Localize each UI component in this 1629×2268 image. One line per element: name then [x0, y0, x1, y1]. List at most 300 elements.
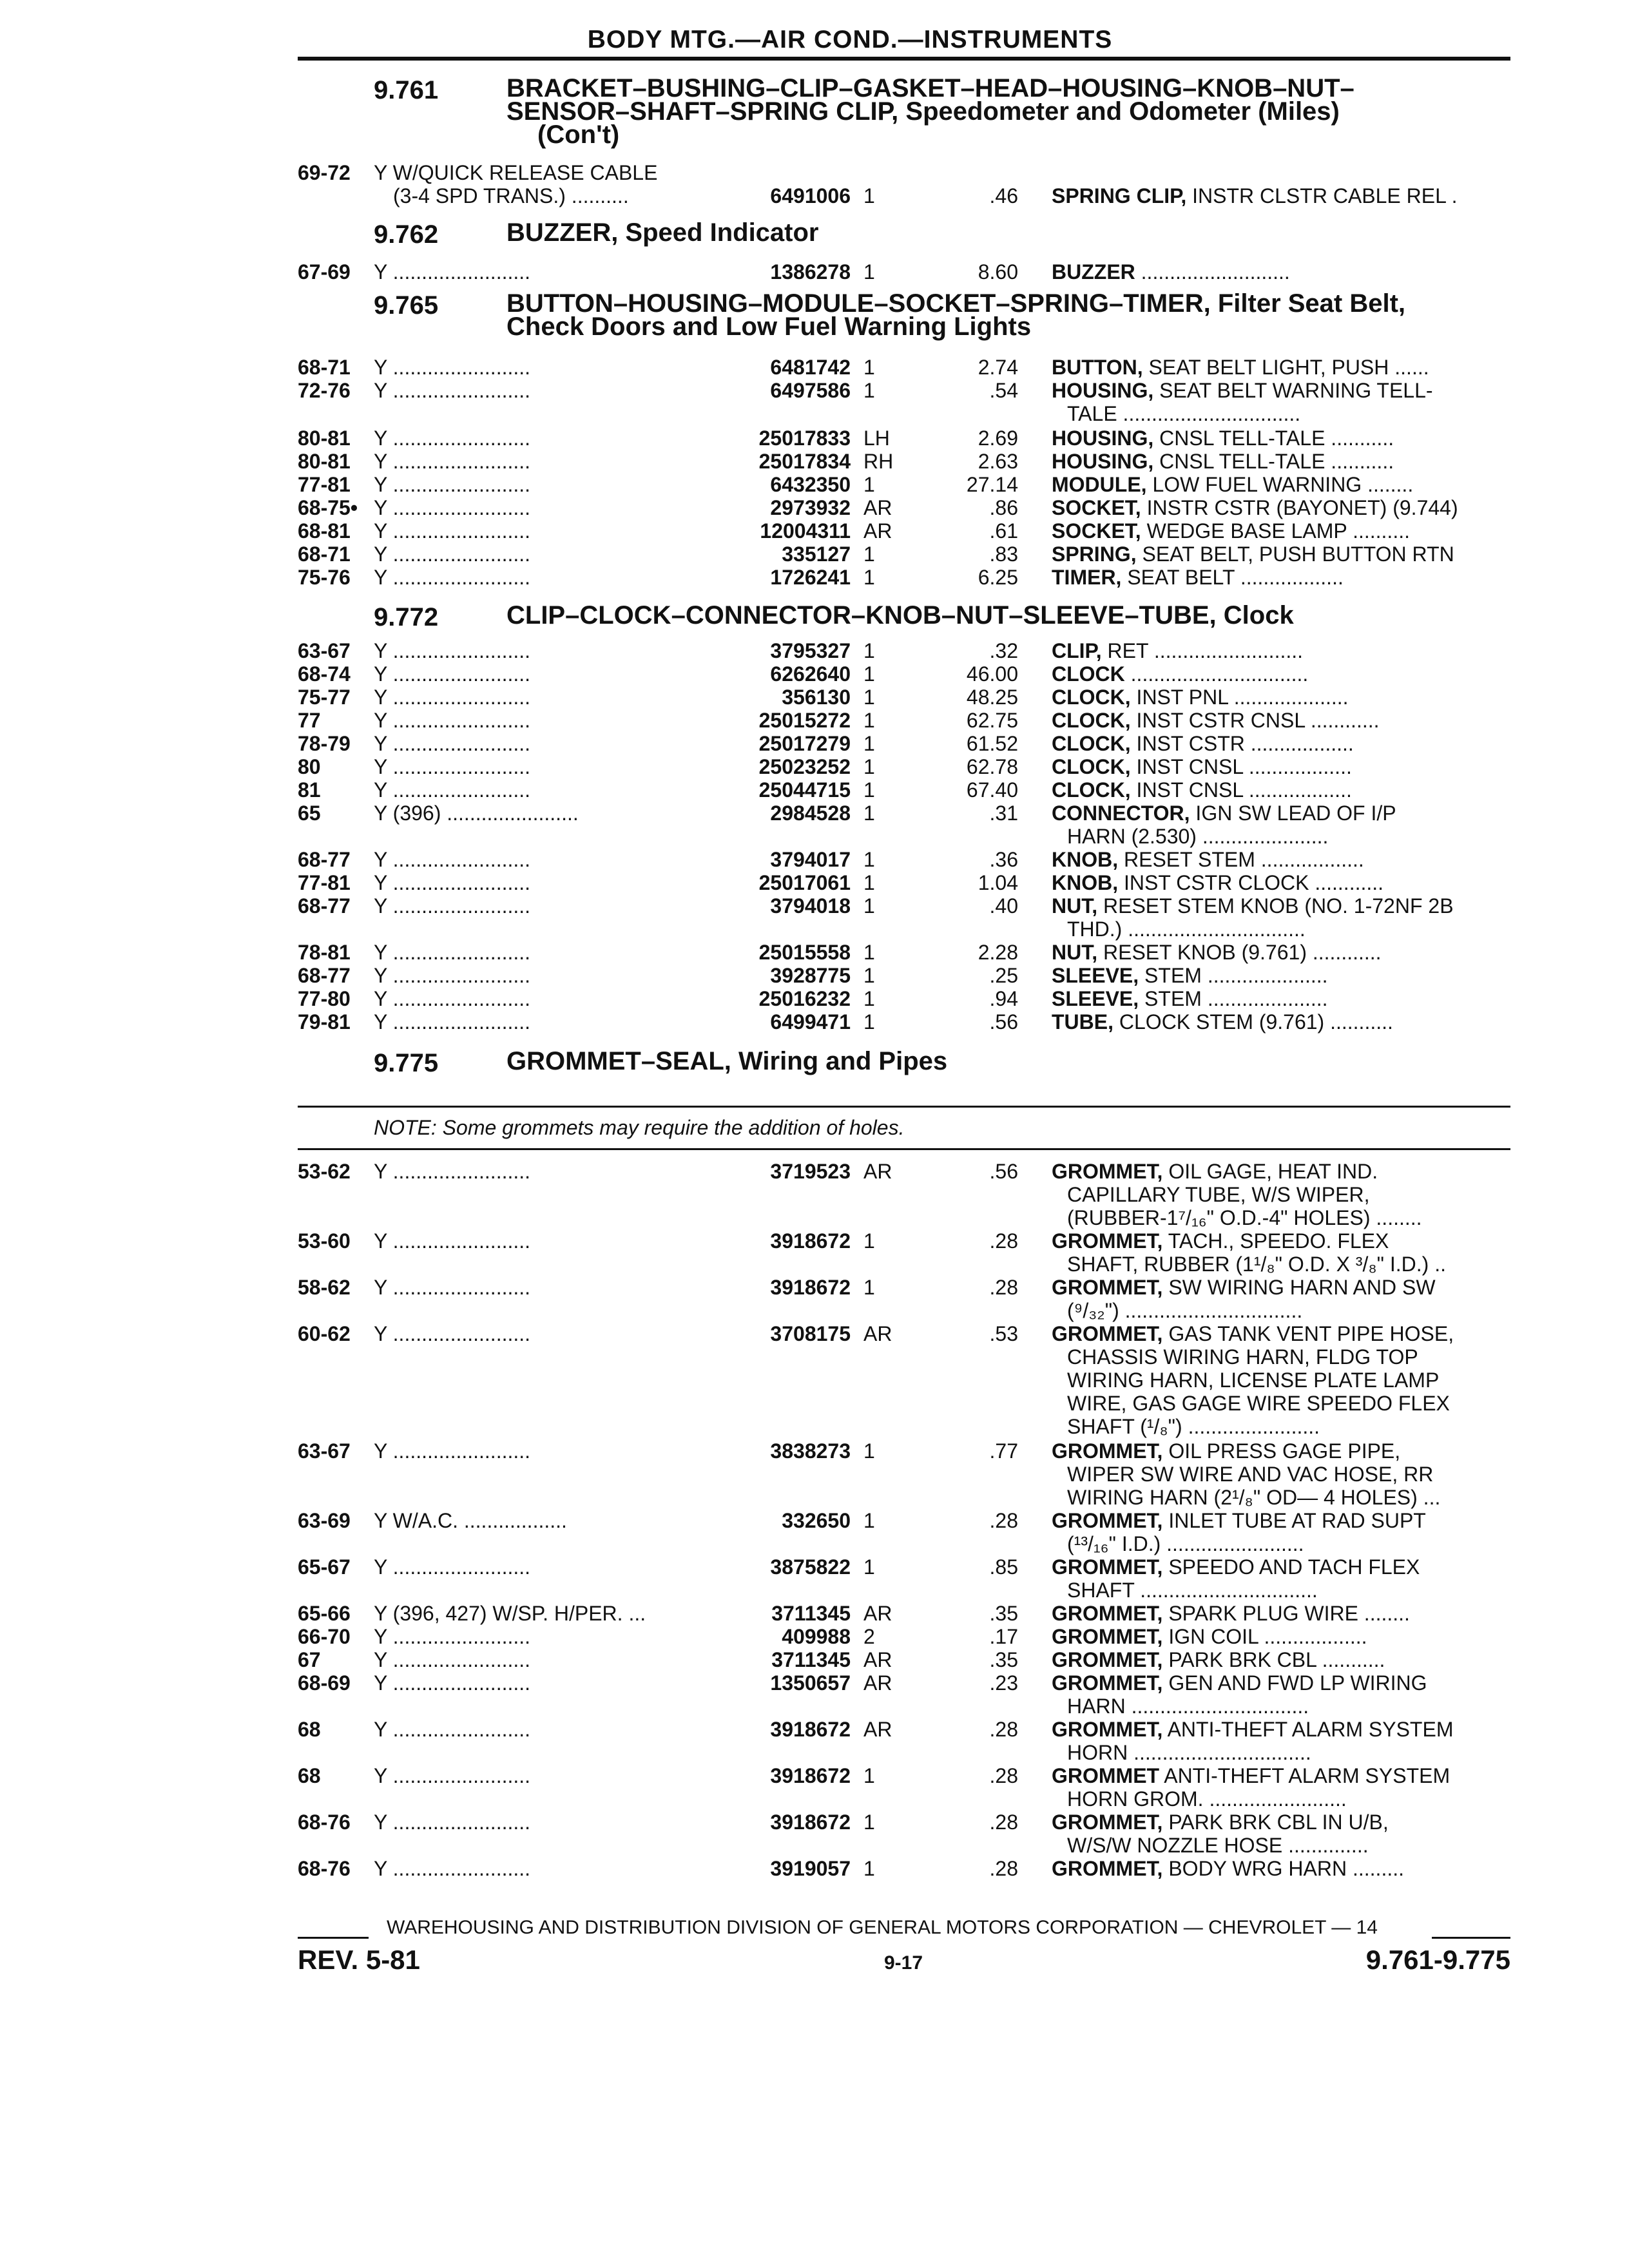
part-name: GROMMET, [1052, 1555, 1163, 1579]
part-description: SOCKET, INSTR CSTR (BAYONET) (9.744) [1052, 496, 1458, 519]
model-applicability: Y ........................ [374, 1648, 531, 1671]
part-description: GROMMET, TACH., SPEEDO. FLEX [1052, 1229, 1389, 1253]
part-description: TUBE, CLOCK STEM (9.761) ........... [1052, 1010, 1393, 1033]
model-applicability: Y ........................ [374, 964, 531, 987]
quantity: 1 [863, 566, 875, 589]
part-description-cont: HARN (2.530) ...................... [1067, 825, 1329, 848]
quantity: AR [863, 519, 892, 543]
part-name: GROMMET, [1052, 1811, 1163, 1834]
part-number: 3711345 [771, 1648, 851, 1671]
quantity: 1 [863, 732, 875, 755]
quantity: 1 [863, 1555, 875, 1579]
part-number: 3918672 [770, 1276, 851, 1299]
part-name: SLEEVE, [1052, 987, 1139, 1010]
part-description: GROMMET, PARK BRK CBL IN U/B, [1052, 1811, 1389, 1834]
part-description: HOUSING, SEAT BELT WARNING TELL- [1052, 379, 1433, 402]
part-description: GROMMET ANTI-THEFT ALARM SYSTEM [1052, 1764, 1451, 1787]
section-title: CLIP–CLOCK–CONNECTOR–KNOB–NUT–SLEEVE–TUBE, Clock [506, 601, 1294, 629]
part-description: SLEEVE, STEM ..................... [1052, 964, 1328, 987]
part-name: CLOCK, [1052, 709, 1131, 732]
model-applicability: Y (396, 427) W/SP. H/PER. ... [374, 1602, 646, 1625]
model-applicability: Y ........................ [374, 1764, 531, 1787]
part-name: KNOB, [1052, 848, 1119, 871]
year-range: 75-77 [298, 686, 351, 709]
part-description: CLOCK, INST CNSL .................. [1052, 778, 1352, 802]
part-number: 3838273 [770, 1439, 851, 1463]
part-number: 3928775 [770, 964, 851, 987]
part-name: GROMMET, [1052, 1857, 1163, 1880]
part-name: BUZZER [1052, 260, 1135, 284]
price: 62.75 [966, 709, 1018, 732]
quantity: 1 [863, 639, 875, 662]
quantity: 1 [863, 941, 875, 964]
year-range: 53-60 [298, 1229, 351, 1253]
price: 2.28 [978, 941, 1018, 964]
model-applicability: Y W/A.C. .................. [374, 1509, 567, 1532]
part-description-cont: (⁹/₃₂") ............................... [1067, 1299, 1303, 1322]
part-name: GROMMET, [1052, 1602, 1163, 1625]
part-description-cont: (RUBBER-1⁷/₁₆" O.D.-4" HOLES) ........ [1067, 1206, 1422, 1229]
price: .28 [989, 1276, 1018, 1299]
year-range: 60-62 [298, 1322, 351, 1345]
part-description: TIMER, SEAT BELT .................. [1052, 566, 1344, 589]
part-name: GROMMET, [1052, 1625, 1163, 1648]
part-number: 25016232 [758, 987, 851, 1010]
section-title: Check Doors and Low Fuel Warning Lights [506, 312, 1032, 341]
model-applicability: Y ........................ [374, 871, 531, 894]
price: .40 [989, 894, 1018, 918]
quantity: AR [863, 496, 892, 519]
price: .56 [989, 1010, 1018, 1033]
part-description: CONNECTOR, IGN SW LEAD OF I/P [1052, 802, 1396, 825]
year-range: 72-76 [298, 379, 351, 402]
price: .25 [989, 964, 1018, 987]
part-description: GROMMET, INLET TUBE AT RAD SUPT [1052, 1509, 1426, 1532]
part-description: NUT, RESET STEM KNOB (NO. 1-72NF 2B [1052, 894, 1454, 918]
quantity: 1 [863, 964, 875, 987]
quantity: 1 [863, 1276, 875, 1299]
part-number: 2973932 [770, 496, 851, 519]
part-description: KNOB, RESET STEM .................. [1052, 848, 1364, 871]
year-range: 68-74 [298, 662, 351, 686]
section-title: SENSOR–SHAFT–SPRING CLIP, Speedometer and Odometer (Miles) [506, 97, 1340, 126]
year-range: 65 [298, 802, 321, 825]
quantity: 2 [863, 1625, 875, 1648]
year-range: 69-72 [298, 161, 351, 184]
year-range: 66-70 [298, 1625, 351, 1648]
part-description: CLOCK, INST CNSL .................. [1052, 755, 1352, 778]
year-range: 68-77 [298, 894, 351, 918]
model-applicability: Y ........................ [374, 1322, 531, 1345]
part-description: GROMMET, OIL PRESS GAGE PIPE, [1052, 1439, 1401, 1463]
price: .17 [989, 1625, 1018, 1648]
part-description-cont: SHAFT ............................... [1067, 1579, 1318, 1602]
quantity: 1 [863, 473, 875, 496]
price: 2.63 [978, 450, 1018, 473]
price: .83 [989, 543, 1018, 566]
part-description-cont: CAPILLARY TUBE, W/S WIPER, [1067, 1183, 1370, 1206]
part-description: GROMMET, GAS TANK VENT PIPE HOSE, [1052, 1322, 1454, 1345]
quantity: 1 [863, 1764, 875, 1787]
model-applicability: Y ........................ [374, 356, 531, 379]
part-description-cont: HARN ............................... [1067, 1695, 1309, 1718]
quantity: 1 [863, 1857, 875, 1880]
section-title: GROMMET–SEAL, Wiring and Pipes [506, 1047, 948, 1075]
quantity: 1 [863, 1229, 875, 1253]
price: 61.52 [966, 732, 1018, 755]
year-range: 68-71 [298, 356, 351, 379]
part-description: BUZZER .......................... [1052, 260, 1290, 284]
model-applicability: Y ........................ [374, 941, 531, 964]
model-applicability: Y ........................ [374, 427, 531, 450]
model-applicability: Y ........................ [374, 1811, 531, 1834]
part-name: CLOCK, [1052, 755, 1131, 778]
part-number: 6499471 [770, 1010, 851, 1033]
part-description-cont: WIPER SW WIRE AND VAC HOSE, RR [1067, 1463, 1434, 1486]
part-number: 25015272 [758, 709, 851, 732]
quantity: AR [863, 1718, 892, 1741]
price: .86 [989, 496, 1018, 519]
part-name: CLOCK, [1052, 732, 1131, 755]
part-description: CLOCK ............................... [1052, 662, 1309, 686]
quantity: 1 [863, 356, 875, 379]
year-range: 68-77 [298, 964, 351, 987]
year-range: 77-80 [298, 987, 351, 1010]
part-name: GROMMET, [1052, 1439, 1163, 1463]
part-description-cont: WIRING HARN, LICENSE PLATE LAMP [1067, 1369, 1440, 1392]
quantity: 1 [863, 686, 875, 709]
model-applicability: Y ........................ [374, 639, 531, 662]
part-description: GROMMET, GEN AND FWD LP WIRING [1052, 1671, 1427, 1695]
part-name: NUT, [1052, 941, 1098, 964]
price: .32 [989, 639, 1018, 662]
year-range: 68-75• [298, 496, 358, 519]
part-name: GROMMET, [1052, 1648, 1163, 1671]
part-name: TUBE, [1052, 1010, 1113, 1033]
model-applicability: Y ........................ [374, 755, 531, 778]
model-applicability: Y ........................ [374, 473, 531, 496]
model-applicability: Y ........................ [374, 1555, 531, 1579]
part-number: 3918672 [770, 1718, 851, 1741]
part-name: GROMMET, [1052, 1276, 1163, 1299]
part-description-cont: SHAFT, RUBBER (1¹/₈" O.D. X ³/₈" I.D.) .. [1067, 1253, 1446, 1276]
part-name: BUTTON, [1052, 356, 1143, 379]
price: 2.69 [978, 427, 1018, 450]
part-number: 3919057 [770, 1857, 851, 1880]
quantity: 1 [863, 184, 875, 207]
part-number: 3795327 [770, 639, 851, 662]
quantity: 1 [863, 987, 875, 1010]
price: .35 [989, 1648, 1018, 1671]
part-name: CONNECTOR, [1052, 802, 1190, 825]
quantity: LH [863, 427, 890, 450]
part-description-cont: TALE ............................... [1067, 402, 1301, 425]
model-applicability: Y ........................ [374, 1160, 531, 1183]
section-title: BUTTON–HOUSING–MODULE–SOCKET–SPRING–TIMER, Filter Seat Belt, [506, 289, 1406, 318]
footer-rule-right [1432, 1937, 1510, 1939]
part-number: 1726241 [770, 566, 851, 589]
price: 1.04 [978, 871, 1018, 894]
model-applicability: Y ........................ [374, 566, 531, 589]
model-applicability: Y ........................ [374, 987, 531, 1010]
section-range: 9.761-9.775 [1365, 1945, 1510, 1975]
quantity: 1 [863, 709, 875, 732]
part-description: CLOCK, INST CSTR .................. [1052, 732, 1354, 755]
year-range: 65-66 [298, 1602, 351, 1625]
model-applicability: Y ........................ [374, 1439, 531, 1463]
part-name: GROMMET, [1052, 1322, 1163, 1345]
price: 2.74 [978, 356, 1018, 379]
model-applicability: Y W/QUICK RELEASE CABLE [374, 161, 658, 184]
year-range: 68-76 [298, 1857, 351, 1880]
part-number: 2984528 [770, 802, 851, 825]
part-description: CLIP, RET .......................... [1052, 639, 1304, 662]
year-range: 77-81 [298, 871, 351, 894]
quantity: 1 [863, 1010, 875, 1033]
quantity: 1 [863, 260, 875, 284]
year-range: 68-69 [298, 1671, 351, 1695]
part-number: 3918672 [770, 1764, 851, 1787]
price: 6.25 [978, 566, 1018, 589]
model-applicability: Y ........................ [374, 519, 531, 543]
model-applicability: Y ........................ [374, 1625, 531, 1648]
part-description-cont: WIRE, GAS GAGE WIRE SPEEDO FLEX [1067, 1392, 1450, 1415]
part-name: HOUSING, [1052, 379, 1154, 402]
footer-company: WAREHOUSING AND DISTRIBUTION DIVISION OF GENERAL MOTORS CORPORATION — CHEVROLET — 14 [387, 1917, 1378, 1938]
quantity: 1 [863, 662, 875, 686]
part-description-cont: WIRING HARN (2¹/₈" OD— 4 HOLES) ... [1067, 1486, 1441, 1509]
price: .23 [989, 1671, 1018, 1695]
price: .35 [989, 1602, 1018, 1625]
quantity: 1 [863, 802, 875, 825]
section-number: 9.775 [374, 1049, 439, 1077]
part-number: 25017279 [758, 732, 851, 755]
part-description-cont: SHAFT (¹/₈") ....................... [1067, 1415, 1320, 1438]
part-name: CLOCK, [1052, 686, 1131, 709]
model-applicability: Y ........................ [374, 894, 531, 918]
year-range: 67 [298, 1648, 321, 1671]
quantity: AR [863, 1160, 892, 1183]
part-description: GROMMET, BODY WRG HARN ......... [1052, 1857, 1404, 1880]
part-number: 332650 [782, 1509, 851, 1532]
year-range: 68 [298, 1718, 321, 1741]
part-number: 6497586 [770, 379, 851, 402]
year-range: 68-76 [298, 1811, 351, 1834]
footer-rule-left [298, 1937, 369, 1939]
part-number: 3918672 [770, 1811, 851, 1834]
part-description: SPRING, SEAT BELT, PUSH BUTTON RTN [1052, 543, 1454, 566]
model-applicability-cont: (3-4 SPD TRANS.) .......... [393, 184, 629, 207]
price: .28 [989, 1764, 1018, 1787]
price: .61 [989, 519, 1018, 543]
year-range: 63-67 [298, 1439, 351, 1463]
part-name: SOCKET, [1052, 496, 1141, 519]
model-applicability: Y ........................ [374, 379, 531, 402]
year-range: 63-67 [298, 639, 351, 662]
part-number: 25017834 [758, 450, 851, 473]
part-name: HOUSING, [1052, 427, 1154, 450]
year-range: 81 [298, 778, 321, 802]
part-number: 356130 [782, 686, 851, 709]
quantity: AR [863, 1671, 892, 1695]
part-name: CLIP, [1052, 639, 1102, 662]
part-name: GROMMET, [1052, 1718, 1163, 1741]
price: .28 [989, 1857, 1018, 1880]
section-number: 9.761 [374, 76, 439, 104]
part-description: GROMMET, IGN COIL .................. [1052, 1625, 1367, 1648]
price: .31 [989, 802, 1018, 825]
part-name: SPRING CLIP, [1052, 184, 1187, 207]
year-range: 68-71 [298, 543, 351, 566]
part-description: GROMMET, SPARK PLUG WIRE ........ [1052, 1602, 1410, 1625]
part-name: GROMMET [1052, 1764, 1160, 1787]
price: .94 [989, 987, 1018, 1010]
section-number: 9.772 [374, 603, 439, 631]
part-number: 335127 [782, 543, 851, 566]
year-range: 79-81 [298, 1010, 351, 1033]
revision-label: REV. 5-81 [298, 1945, 420, 1975]
part-number: 25044715 [758, 778, 851, 802]
year-range: 65-67 [298, 1555, 351, 1579]
part-name: SPRING, [1052, 543, 1137, 566]
part-number: 6262640 [770, 662, 851, 686]
page-number: 9-17 [884, 1952, 923, 1974]
year-range: 75-76 [298, 566, 351, 589]
model-applicability: Y ........................ [374, 778, 531, 802]
part-name: CLOCK [1052, 662, 1125, 686]
part-number: 25017061 [758, 871, 851, 894]
part-name: KNOB, [1052, 871, 1119, 894]
section-title: BUZZER, Speed Indicator [506, 218, 819, 247]
model-applicability: Y ........................ [374, 1276, 531, 1299]
part-number: 3794018 [770, 894, 851, 918]
part-description-cont: (¹³/₁₆" I.D.) ........................ [1067, 1532, 1304, 1555]
price: .28 [989, 1718, 1018, 1741]
part-description: GROMMET, OIL GAGE, HEAT IND. [1052, 1160, 1378, 1183]
price: .28 [989, 1509, 1018, 1532]
price: .28 [989, 1811, 1018, 1834]
price: .46 [989, 184, 1018, 207]
quantity: 1 [863, 871, 875, 894]
year-range: 63-69 [298, 1509, 351, 1532]
quantity: 1 [863, 379, 875, 402]
part-description: CLOCK, INST CSTR CNSL ............ [1052, 709, 1380, 732]
model-applicability: Y ........................ [374, 450, 531, 473]
price: 46.00 [966, 662, 1018, 686]
year-range: 80 [298, 755, 321, 778]
model-applicability: Y ........................ [374, 1671, 531, 1695]
note-top-rule [298, 1106, 1510, 1108]
part-name: HOUSING, [1052, 450, 1154, 473]
part-number: 12004311 [760, 519, 851, 543]
year-range: 78-81 [298, 941, 351, 964]
year-range: 58-62 [298, 1276, 351, 1299]
part-description: KNOB, INST CSTR CLOCK ............ [1052, 871, 1384, 894]
part-number: 1386278 [770, 260, 851, 284]
model-applicability: Y ........................ [374, 496, 531, 519]
model-applicability: Y ........................ [374, 686, 531, 709]
part-number: 3719523 [770, 1160, 851, 1183]
year-range: 68-77 [298, 848, 351, 871]
quantity: RH [863, 450, 894, 473]
price: .56 [989, 1160, 1018, 1183]
model-applicability: Y ........................ [374, 1010, 531, 1033]
part-description: HOUSING, CNSL TELL-TALE ........... [1052, 427, 1394, 450]
part-description: GROMMET, PARK BRK CBL ........... [1052, 1648, 1385, 1671]
model-applicability: Y ........................ [374, 1229, 531, 1253]
part-name: GROMMET, [1052, 1229, 1163, 1253]
year-range: 80-81 [298, 450, 351, 473]
part-name: SOCKET, [1052, 519, 1141, 543]
quantity: AR [863, 1322, 892, 1345]
price: 8.60 [978, 260, 1018, 284]
part-description: GROMMET, ANTI-THEFT ALARM SYSTEM [1052, 1718, 1454, 1741]
model-applicability: Y ........................ [374, 1857, 531, 1880]
model-applicability: Y (396) ....................... [374, 802, 579, 825]
grommet-note: NOTE: Some grommets may require the addition of holes. [374, 1116, 905, 1139]
part-number: 25023252 [758, 755, 851, 778]
part-description: NUT, RESET KNOB (9.761) ............ [1052, 941, 1382, 964]
part-number: 3875822 [770, 1555, 851, 1579]
year-range: 68-81 [298, 519, 351, 543]
part-number: 25015558 [758, 941, 851, 964]
part-description: GROMMET, SPEEDO AND TACH FLEX [1052, 1555, 1420, 1579]
price: 27.14 [966, 473, 1018, 496]
part-description-cont: CHASSIS WIRING HARN, FLDG TOP [1067, 1345, 1418, 1369]
part-description: SPRING CLIP, INSTR CLSTR CABLE REL . [1052, 184, 1458, 207]
part-name: SLEEVE, [1052, 964, 1139, 987]
part-number: 3708175 [770, 1322, 851, 1345]
quantity: 1 [863, 543, 875, 566]
quantity: 1 [863, 848, 875, 871]
model-applicability: Y ........................ [374, 848, 531, 871]
part-description-cont: HORN ............................... [1067, 1741, 1311, 1764]
note-bottom-rule [298, 1148, 1510, 1150]
price: .36 [989, 848, 1018, 871]
part-description-cont: HORN GROM. ........................ [1067, 1787, 1347, 1811]
part-description: SLEEVE, STEM ..................... [1052, 987, 1328, 1010]
part-description: BUTTON, SEAT BELT LIGHT, PUSH ...... [1052, 356, 1429, 379]
year-range: 80-81 [298, 427, 351, 450]
part-description-cont: W/S/W NOZZLE HOSE .............. [1067, 1834, 1369, 1857]
quantity: AR [863, 1602, 892, 1625]
part-description: CLOCK, INST PNL .................... [1052, 686, 1349, 709]
quantity: 1 [863, 1811, 875, 1834]
part-description: SOCKET, WEDGE BASE LAMP .......... [1052, 519, 1410, 543]
part-number: 6491006 [770, 184, 851, 207]
part-name: GROMMET, [1052, 1509, 1163, 1532]
model-applicability: Y ........................ [374, 1718, 531, 1741]
section-title: BRACKET–BUSHING–CLIP–GASKET–HEAD–HOUSING–KNOB–NUT– [506, 74, 1354, 102]
part-number: 3918672 [770, 1229, 851, 1253]
part-name: CLOCK, [1052, 778, 1131, 802]
price: .53 [989, 1322, 1018, 1345]
year-range: 68 [298, 1764, 321, 1787]
section-number: 9.762 [374, 220, 439, 249]
quantity: 1 [863, 755, 875, 778]
quantity: AR [863, 1648, 892, 1671]
part-number: 1350657 [770, 1671, 851, 1695]
part-number: 409988 [782, 1625, 851, 1648]
year-range: 67-69 [298, 260, 351, 284]
quantity: 1 [863, 894, 875, 918]
model-applicability: Y ........................ [374, 709, 531, 732]
part-name: MODULE, [1052, 473, 1147, 496]
year-range: 77-81 [298, 473, 351, 496]
year-range: 77 [298, 709, 321, 732]
part-number: 6432350 [770, 473, 851, 496]
year-range: 78-79 [298, 732, 351, 755]
